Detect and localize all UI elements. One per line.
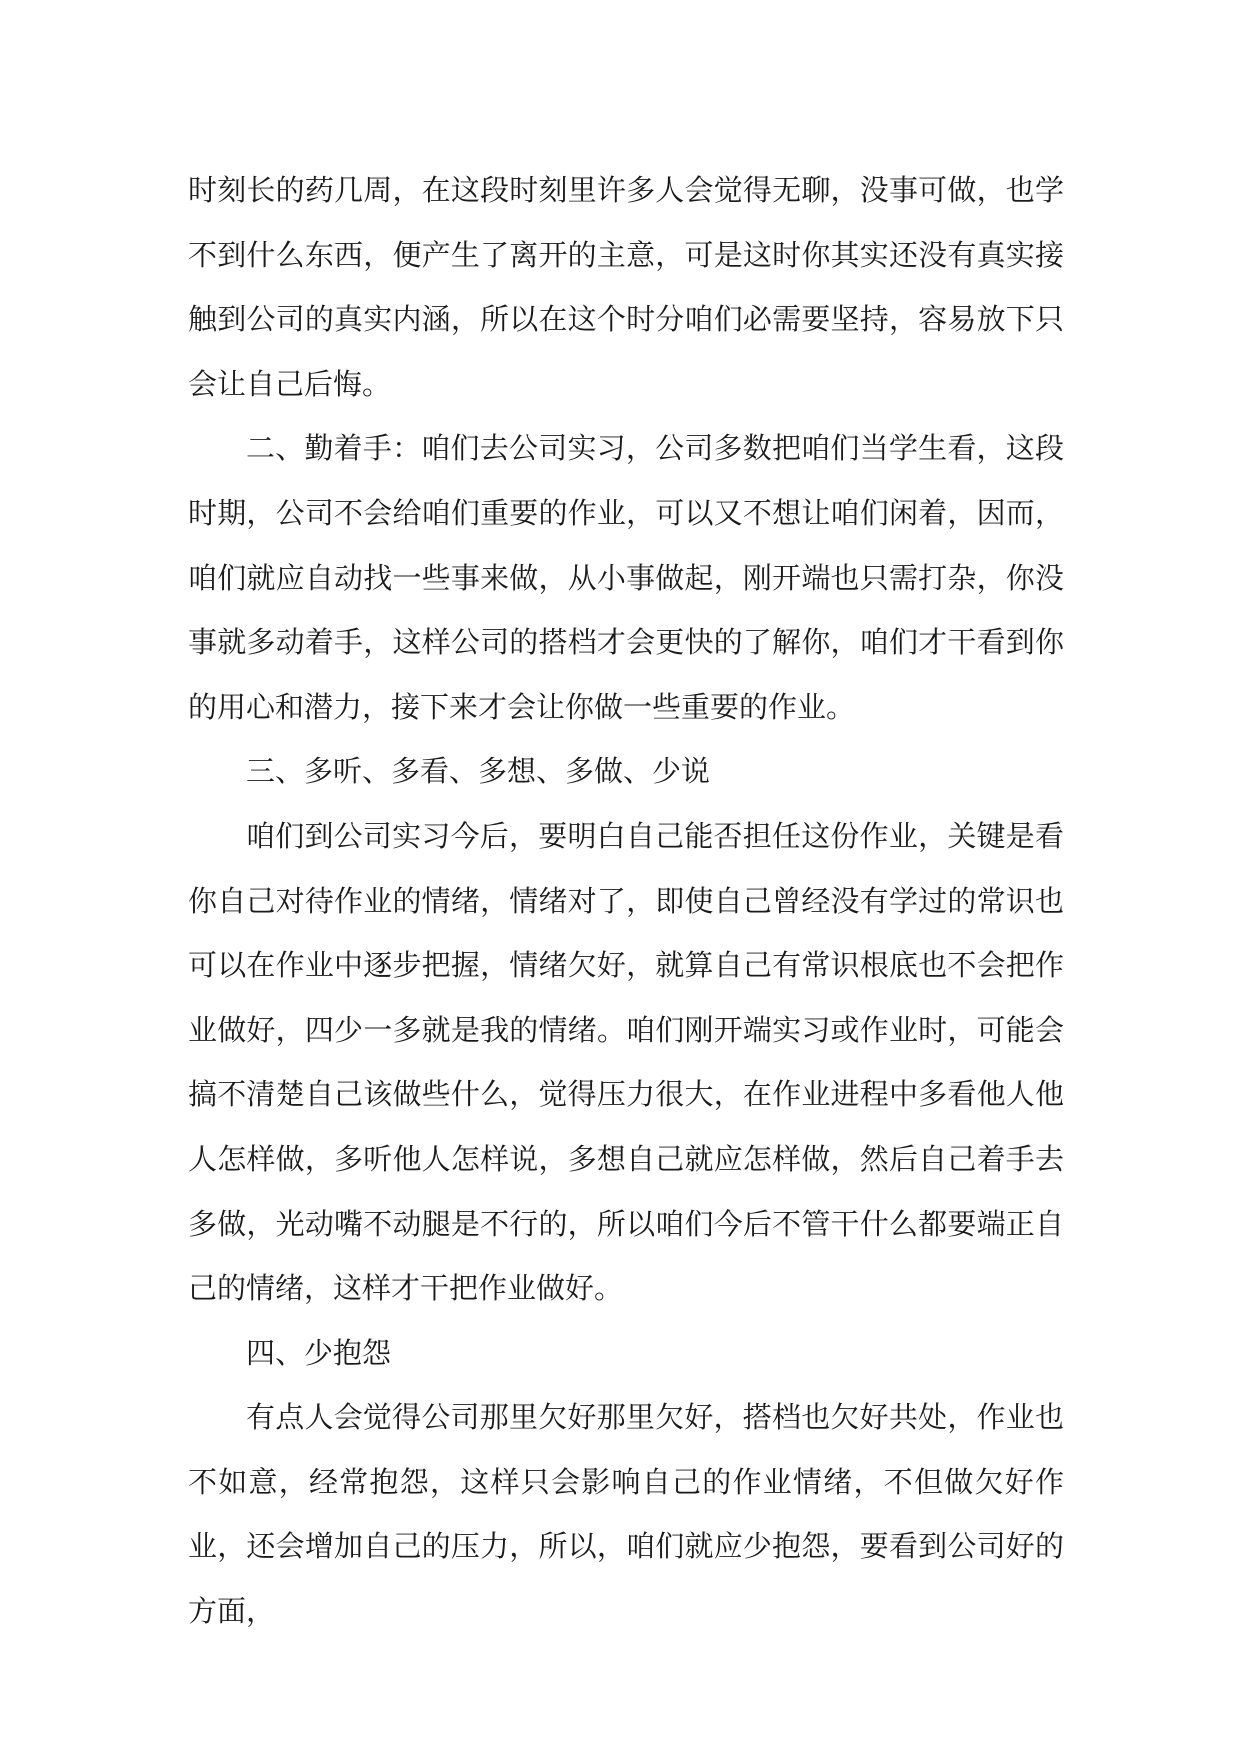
document-body	[188, 158, 1064, 1644]
paragraph-section-two: 二、勤着手：咱们去公司实习，公司多数把咱们当学生看，这段时期，公司不会给咱们重要的作业，可以又不想让咱们闲着，因而，咱们就应自动找一些事来做，从小事做起，刚开端也只需打杂，你没事就多动着手，这样公司的搭档才会更快的了解你，咱们才干看到你的用心和潜力，接下来才会让你做一些重要的作业。	[188, 431, 1064, 724]
paragraph-continuation: 时刻长的药几周，在这段时刻里许多人会觉得无聊，没事可做，也学不到什么东西，便产生了离开的主意，可是这时你其实还没有真实接触到公司的真实内涵，所以在这个时分咱们必需要坚持，容易放下只会让自己后悔。	[188, 173, 1064, 401]
heading-section-three: 三、多听、多看、多想、多做、少说	[246, 754, 711, 789]
heading-section-four: 四、少抱怨	[246, 1335, 392, 1370]
paragraph-section-four-body: 有点人会觉得公司那里欠好那里欠好，搭档也欠好共处，作业也不如意，经常抱怨，这样只会影响自己的作业情绪，不但做欠好作业，还会增加自己的压力，所以，咱们就应少抱怨，要看到公司好的方面，	[188, 1400, 1064, 1629]
paragraph-section-three-body: 咱们到公司实习今后，要明白自己能否担任这份作业，关键是看你自己对待作业的情绪，情绪对了，即使自己曾经没有学过的常识也可以在作业中逐步把握，情绪欠好，就算自己有常识根底也不会把作业做好，四少一多就是我的情绪。咱们刚开端实习或作业时，可能会搞不清楚自己该做些什么，觉得压力很大，在作业进程中多看他人他人怎样做，多听他人怎样说，多想自己就应怎样做，然后自己着手去多做，光动嘴不动腿是不行的，所以咱们今后不管干什么都要端正自己的情绪，这样才干把作业做好。	[188, 818, 1064, 1306]
